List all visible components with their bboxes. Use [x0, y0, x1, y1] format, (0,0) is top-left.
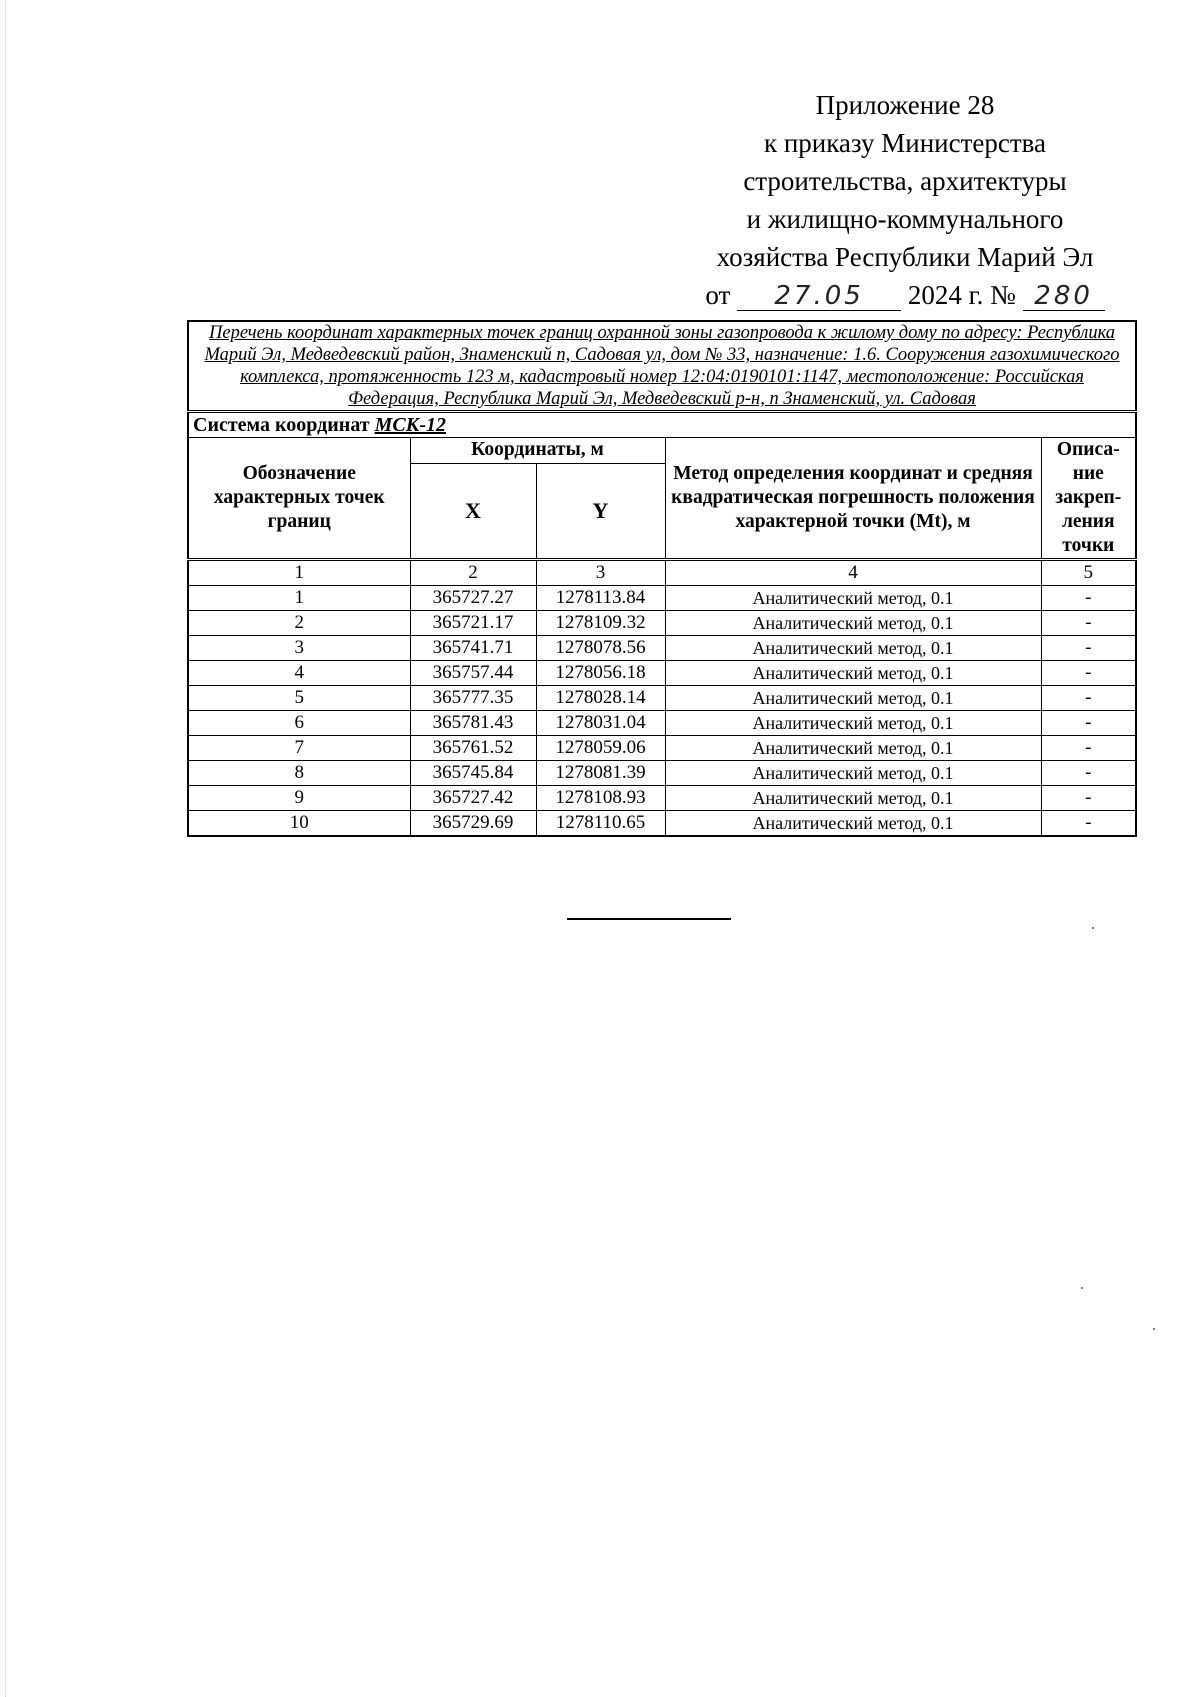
date-prefix: от [705, 280, 731, 310]
point-number: 8 [188, 761, 410, 786]
point-number: 10 [188, 811, 410, 837]
header-coordinates: Координаты, м [410, 438, 665, 464]
approval-order-line: к приказу Министерства [763, 128, 1047, 158]
column-number-row [188, 560, 1136, 586]
point-description: - [1041, 761, 1136, 786]
column-number: 4 [665, 560, 1041, 586]
scan-speck [1092, 927, 1094, 929]
scan-margin-artifact [5, 0, 6, 1697]
header-method: Метод определения координат и средняя квадратическая погрешность положения характерной точки (Mt), м [665, 438, 1041, 560]
header-y: Y [536, 463, 665, 559]
handwritten-date: 27.05 [737, 282, 901, 311]
x-coordinate: 365745.84 [410, 761, 536, 786]
x-coordinate: 365781.43 [410, 711, 536, 736]
approval-block [690, 86, 1120, 314]
point-number: 3 [188, 636, 410, 661]
method-accuracy: Аналитический метод, 0.1 [665, 586, 1041, 611]
point-description: - [1041, 686, 1136, 711]
point-number: 2 [188, 611, 410, 636]
y-coordinate: 1278109.32 [536, 611, 665, 636]
x-coordinate: 365761.52 [410, 736, 536, 761]
x-coordinate: 365777.35 [410, 686, 536, 711]
y-coordinate: 1278113.84 [536, 586, 665, 611]
table-row [188, 786, 1136, 811]
point-description: - [1041, 811, 1136, 837]
approval-ministry-line-2: и жилищно-коммунального [746, 204, 1064, 234]
table-row [188, 711, 1136, 736]
column-number: 1 [188, 560, 410, 586]
y-coordinate: 1278056.18 [536, 661, 665, 686]
x-coordinate: 365727.42 [410, 786, 536, 811]
x-coordinate: 365729.69 [410, 811, 536, 837]
header-x: X [410, 463, 536, 559]
approval-appendix-line: Приложение 28 [815, 90, 995, 120]
column-number: 2 [410, 560, 536, 586]
x-coordinate: 365757.44 [410, 661, 536, 686]
table-row [188, 761, 1136, 786]
y-coordinate: 1278059.06 [536, 736, 665, 761]
header-description: Описа-ние закреп-ления точки [1041, 438, 1136, 560]
point-description: - [1041, 661, 1136, 686]
point-number: 9 [188, 786, 410, 811]
coordinate-system [188, 412, 1136, 438]
point-description: - [1041, 786, 1136, 811]
method-accuracy: Аналитический метод, 0.1 [665, 786, 1041, 811]
column-number: 3 [536, 560, 665, 586]
header-point: Обозначение характерных точек границ [188, 438, 410, 560]
point-description: - [1041, 636, 1136, 661]
handwritten-order-number: 280 [1023, 282, 1105, 311]
scan-speck [1081, 1287, 1083, 1289]
y-coordinate: 1278110.65 [536, 811, 665, 837]
method-accuracy: Аналитический метод, 0.1 [665, 611, 1041, 636]
table-row [188, 811, 1136, 837]
method-accuracy: Аналитический метод, 0.1 [665, 761, 1041, 786]
scan-speck [1153, 1328, 1155, 1330]
crs-label: Система координат [193, 414, 370, 436]
point-description: - [1041, 611, 1136, 636]
point-number: 4 [188, 661, 410, 686]
year-and-number-label: 2024 г. № [907, 280, 1016, 310]
table-row [188, 611, 1136, 636]
table-row [188, 636, 1136, 661]
end-of-document-rule [567, 918, 731, 920]
crs-value: МСК-12 [374, 414, 446, 436]
table-row [188, 586, 1136, 611]
point-number: 6 [188, 711, 410, 736]
x-coordinate: 365741.71 [410, 636, 536, 661]
method-accuracy: Аналитический метод, 0.1 [665, 736, 1041, 761]
method-accuracy: Аналитический метод, 0.1 [665, 811, 1041, 837]
approval-ministry-line-3: хозяйства Республики Марий Эл [716, 242, 1094, 272]
y-coordinate: 1278081.39 [536, 761, 665, 786]
approval-ministry-line: строительства, архитектуры [743, 166, 1067, 196]
table-row [188, 661, 1136, 686]
point-number: 7 [188, 736, 410, 761]
point-description: - [1041, 711, 1136, 736]
y-coordinate: 1278028.14 [536, 686, 665, 711]
point-description: - [1041, 586, 1136, 611]
table-title: Перечень координат характерных точек границ охранной зоны газопровода к жилому дому по адресу: Республика Марий Эл, Медведевский район, Знаменский п, Садовая ул, дом № 33, назначение: 1.6. Сооружения газохимического комплекса, протяженность 123 м, кадастровый номер 12:04:0190101:1147, местоположение: Российская Федерация, Республика Марий Эл, Медведевский р-н, п Знаменский, ул. Садовая [188, 321, 1136, 412]
approval-date-line [690, 276, 1120, 314]
method-accuracy: Аналитический метод, 0.1 [665, 636, 1041, 661]
x-coordinate: 365727.27 [410, 586, 536, 611]
y-coordinate: 1278031.04 [536, 711, 665, 736]
table-row [188, 736, 1136, 761]
point-description: - [1041, 736, 1136, 761]
x-coordinate: 365721.17 [410, 611, 536, 636]
method-accuracy: Аналитический метод, 0.1 [665, 661, 1041, 686]
point-number: 5 [188, 686, 410, 711]
point-number: 1 [188, 586, 410, 611]
method-accuracy: Аналитический метод, 0.1 [665, 686, 1041, 711]
method-accuracy: Аналитический метод, 0.1 [665, 711, 1041, 736]
y-coordinate: 1278078.56 [536, 636, 665, 661]
column-number: 5 [1041, 560, 1136, 586]
coordinates-table [187, 320, 1137, 837]
table-row [188, 686, 1136, 711]
y-coordinate: 1278108.93 [536, 786, 665, 811]
